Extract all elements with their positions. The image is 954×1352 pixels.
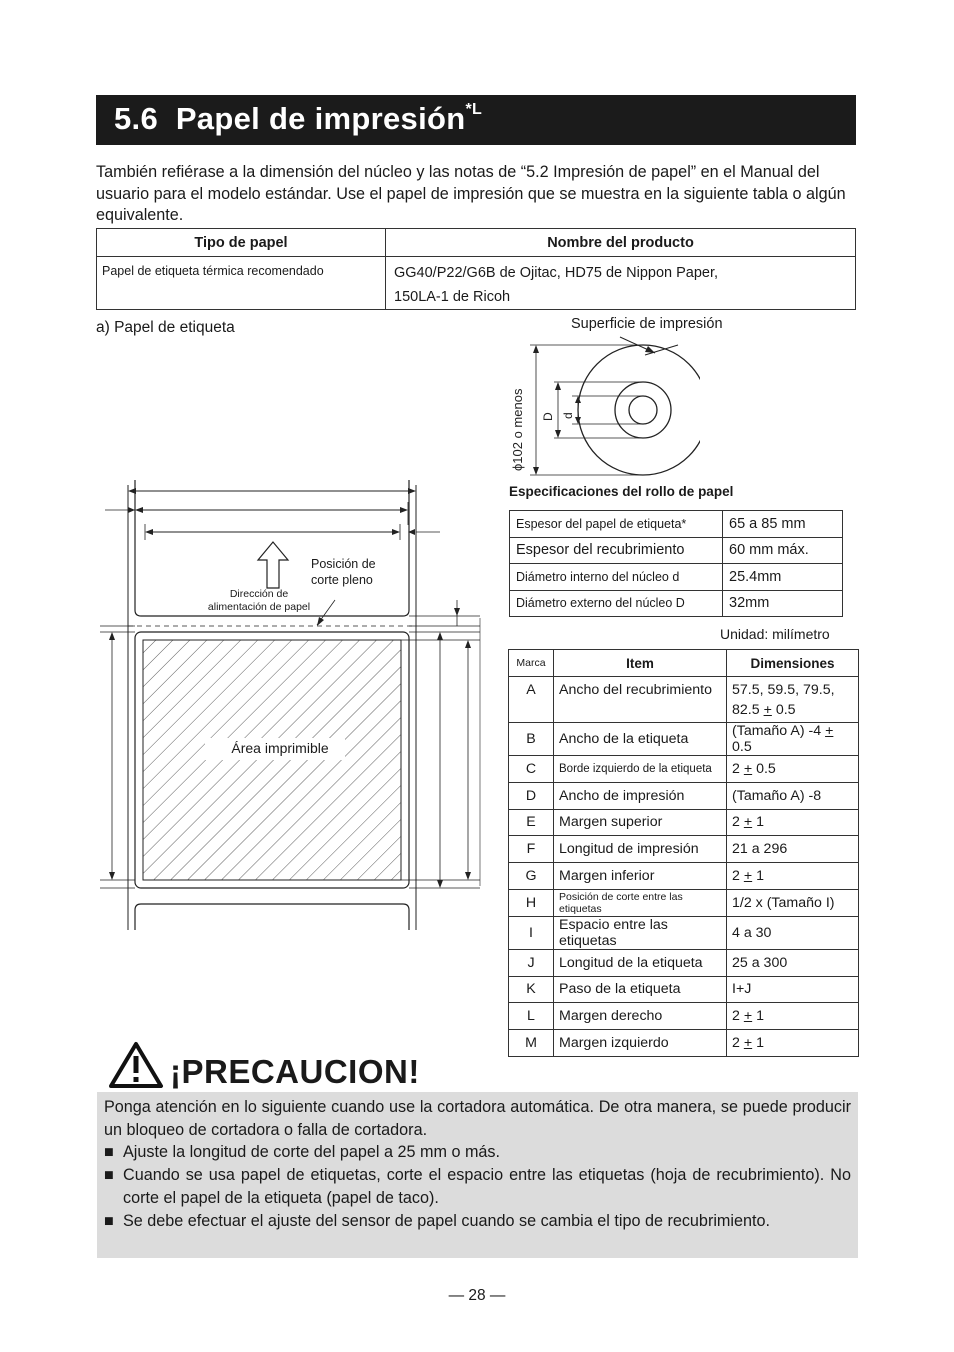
dimension-value: (Tamaño A) -8	[727, 782, 859, 809]
dim-header-dimensions: Dimensiones	[727, 650, 859, 677]
dimension-row	[509, 723, 859, 756]
dimensions-table	[508, 649, 859, 1057]
roll-specs-table	[509, 510, 843, 617]
page-number: — 28 —	[448, 1287, 506, 1304]
dimension-mark: B	[509, 723, 554, 756]
dimension-value: 2 + 1	[727, 863, 859, 890]
bullet-square-icon: ■	[104, 1143, 114, 1162]
product-line: GG40/P22/G6B de Ojitac, HD75 de Nippon Paper,	[394, 265, 719, 281]
dimension-mark: F	[509, 836, 554, 863]
section-mark: *L	[465, 100, 483, 118]
product-line: 150LA-1 de Ricoh	[394, 289, 511, 305]
dimension-item: Margen izquierdo	[554, 1030, 727, 1057]
dimension-row	[509, 916, 859, 949]
dimension-mark: A	[509, 677, 554, 723]
feed-direction-label	[196, 588, 322, 614]
label-paper-subtitle: a) Papel de etiqueta	[96, 319, 235, 336]
print-surface-label: Superficie de impresión	[571, 316, 723, 332]
dimension-value: 2 + 1	[727, 1030, 859, 1057]
dimension-value-line: 82.5 + 0.5	[732, 702, 796, 718]
roll-spec-row	[510, 511, 843, 538]
caution-bullet	[104, 1210, 851, 1233]
roll-specs-title: Especificaciones del rollo de papel	[509, 484, 734, 499]
caution-bullet-text: Ajuste la longitud de corte del papel a 25 mm o más.	[123, 1143, 501, 1162]
core-outer-D-label: D	[541, 412, 555, 421]
dimension-item: Ancho de impresión	[554, 782, 727, 809]
roll-spec-row	[510, 537, 843, 564]
dimension-value: 2 + 0.5	[727, 756, 859, 783]
roll-spec-value: 60 mm máx.	[723, 537, 843, 564]
dimension-row	[509, 782, 859, 809]
dimension-mark: M	[509, 1030, 554, 1057]
core-outer-circle	[615, 382, 671, 438]
dimension-row	[509, 976, 859, 1003]
dimension-value: (Tamaño A) -4 + 0.5	[727, 723, 859, 756]
dimension-value-line: 57.5, 59.5, 79.5,	[732, 682, 835, 698]
product-name-cell	[386, 257, 856, 310]
dimension-item: Margen inferior	[554, 863, 727, 890]
dimension-row	[509, 863, 859, 890]
paper-table-header-product: Nombre del producto	[386, 229, 856, 257]
printable-area-label: Área imprimible	[231, 740, 329, 756]
dim-header-mark: Marca	[509, 650, 554, 677]
dimension-row	[509, 836, 859, 863]
dimension-value: 25 a 300	[727, 949, 859, 976]
feed-direction-arrow-icon	[258, 542, 288, 588]
paper-table-header-type: Tipo de papel	[97, 229, 386, 257]
dimension-row	[509, 756, 859, 783]
bullet-square-icon: ■	[104, 1166, 114, 1185]
paper-table	[96, 228, 856, 310]
dimension-value: 2 + 1	[727, 1003, 859, 1030]
dimension-row	[509, 677, 859, 723]
dimension-mark: D	[509, 782, 554, 809]
feed-direction-line: alimentación de papel	[207, 601, 311, 613]
cut-position-line: corte pleno	[311, 573, 373, 587]
roll-spec-label: Diámetro externo del núcleo D	[510, 590, 723, 617]
dimension-row	[509, 1003, 859, 1030]
dimension-item: Borde izquierdo de la etiqueta	[554, 756, 727, 783]
dimension-item: Longitud de impresión	[554, 836, 727, 863]
dimension-value: 4 a 30	[727, 916, 859, 949]
dimension-row	[509, 1030, 859, 1057]
label-paper-diagram	[95, 480, 485, 930]
roll-spec-label: Diámetro interno del núcleo d	[510, 564, 723, 591]
outer-diameter-label: ϕ102 o menos	[510, 388, 525, 471]
dimension-mark: H	[509, 889, 554, 916]
caution-bullet	[104, 1141, 851, 1164]
caution-intro: Ponga atención en lo siguiente cuando use la cortadora automática. De otra manera, se puede producir un bloqueo de cortadora o falla de cortadora.	[104, 1098, 851, 1139]
roll-spec-label: Espesor del papel de etiqueta*	[510, 511, 723, 538]
cut-position-line: Posición de	[311, 557, 376, 571]
dimension-mark: K	[509, 976, 554, 1003]
roll-spec-value: 65 a 85 mm	[723, 511, 843, 538]
bullet-square-icon: ■	[104, 1211, 114, 1230]
dimension-value	[727, 677, 859, 723]
caution-bullet	[104, 1164, 851, 1209]
dimension-mark: E	[509, 809, 554, 836]
core-inner-circle	[629, 396, 657, 424]
dimension-value: I+J	[727, 976, 859, 1003]
dimension-item: Longitud de la etiqueta	[554, 949, 727, 976]
dimension-value: 21 a 296	[727, 836, 859, 863]
section-title: Papel de impresión	[175, 101, 466, 136]
dimension-mark: I	[509, 916, 554, 949]
roll-spec-value: 25.4mm	[723, 564, 843, 591]
paper-roll-diagram	[500, 335, 700, 480]
paper-type-cell: Papel de etiqueta térmica recomendado	[97, 257, 386, 310]
dimension-mark: J	[509, 949, 554, 976]
dimension-value: 1/2 x (Tamaño I)	[727, 889, 859, 916]
roll-spec-label: Espesor del recubrimiento	[510, 537, 723, 564]
warning-triangle-icon	[108, 1041, 164, 1089]
dimension-item: Margen derecho	[554, 1003, 727, 1030]
dimension-item: Ancho de la etiqueta	[554, 723, 727, 756]
caution-box	[97, 1092, 858, 1258]
core-inner-d-label: d	[561, 412, 575, 419]
roll-spec-value: 32mm	[723, 590, 843, 617]
dimension-mark: L	[509, 1003, 554, 1030]
dimension-row	[509, 809, 859, 836]
dimension-item: Paso de la etiqueta	[554, 976, 727, 1003]
caution-bullet-text: Cuando se usa papel de etiquetas, corte el espacio entre las etiquetas (hoja de recubrimiento). No corte el papel de la etiqueta (papel de taco).	[123, 1166, 851, 1207]
dimension-item: Ancho del recubrimiento	[554, 677, 727, 723]
intro-paragraph: También refiérase a la dimensión del núcleo y las notas de “5.2 Impresión de papel” en el Manual del usuario para el modelo estándar. Use el papel de impresión que se muestra en la siguiente tabla o algún equivalente.	[96, 163, 846, 224]
dimension-item: Espacio entre las etiquetas	[554, 916, 727, 949]
dimension-item: Margen superior	[554, 809, 727, 836]
roll-outer-circle	[578, 345, 700, 475]
dimension-row	[509, 949, 859, 976]
caution-bullet-text: Se debe efectuar el ajuste del sensor de papel cuando se cambia el tipo de recubrimiento.	[123, 1211, 771, 1230]
cut-position-label	[311, 556, 376, 588]
unit-label: Unidad: milímetro	[720, 626, 830, 642]
dimension-value: 2 + 1	[727, 809, 859, 836]
dim-header-item: Item	[554, 650, 727, 677]
feed-direction-line: Dirección de	[229, 588, 289, 600]
dimension-mark: C	[509, 756, 554, 783]
section-number: 5.6	[114, 101, 158, 136]
dimension-mark: G	[509, 863, 554, 890]
section-heading	[96, 95, 856, 145]
roll-spec-row	[510, 590, 843, 617]
caution-title: ¡PRECAUCION!	[170, 1053, 420, 1090]
dimension-item: Posición de corte entre las etiquetas	[554, 889, 727, 916]
dimension-row	[509, 889, 859, 916]
roll-spec-row	[510, 564, 843, 591]
